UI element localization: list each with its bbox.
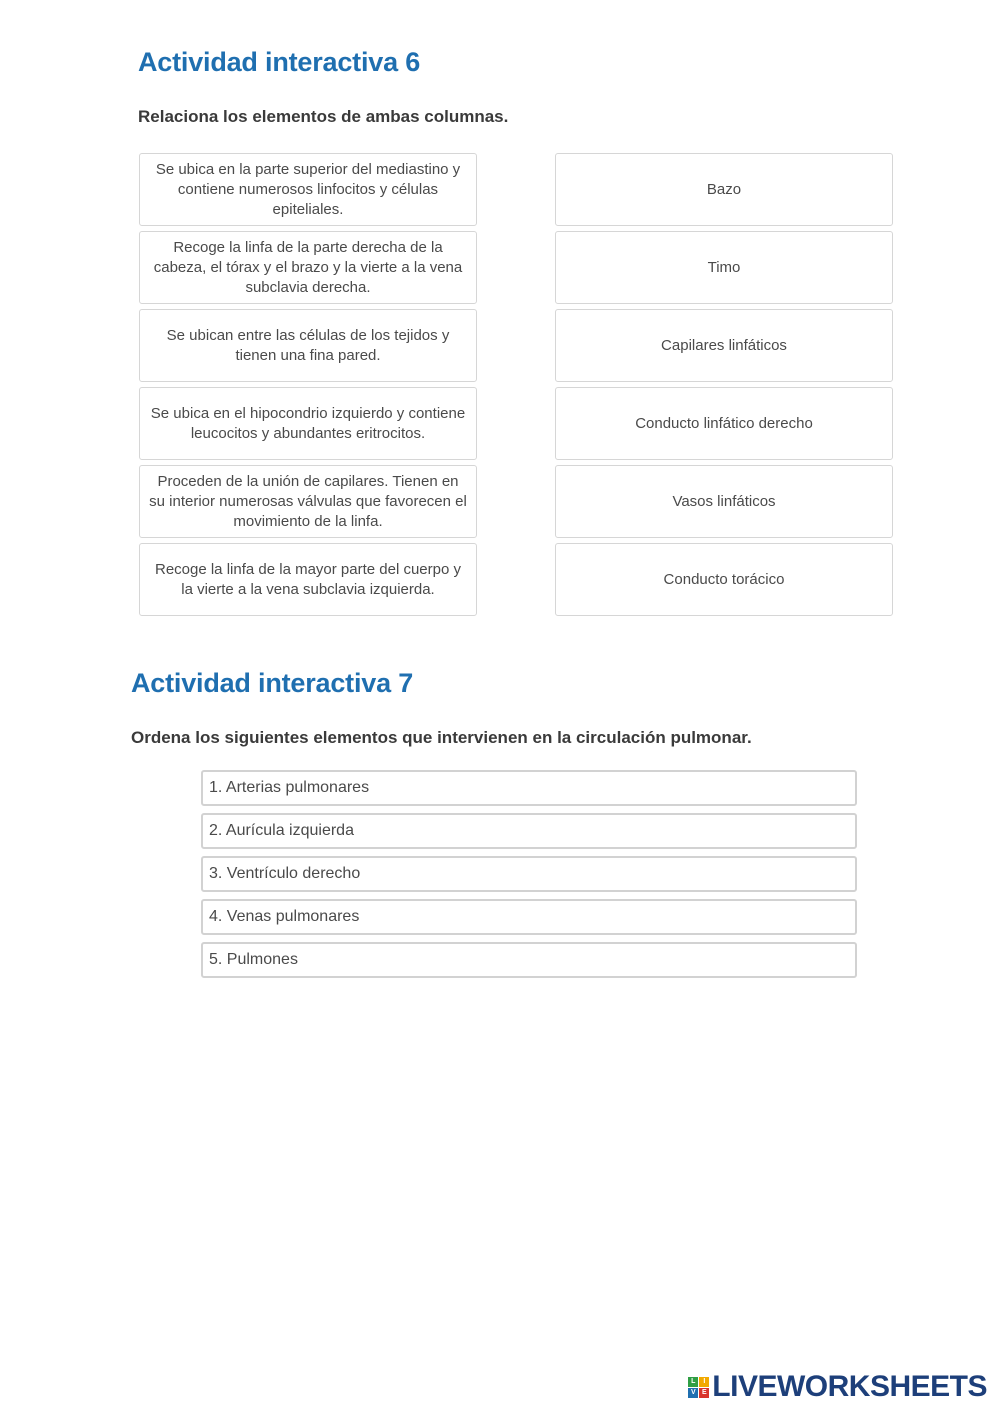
match-right-item-6[interactable]: Conducto torácico [555,543,893,616]
logo-letter-l: L [688,1377,698,1387]
match-right-item-3[interactable]: Capilares linfáticos [555,309,893,382]
match-left-item-4[interactable]: Se ubica en el hipocondrio izquierdo y contiene leucocitos y abundantes eritrocitos. [139,387,477,460]
order-item-2[interactable]: 2. Aurícula izquierda [201,813,857,849]
activity-6-instruction: Relaciona los elementos de ambas columnas. [138,107,509,126]
match-right-item-4[interactable]: Conducto linfático derecho [555,387,893,460]
liveworksheets-brand [688,1370,987,1404]
match-left-item-3[interactable]: Se ubican entre las células de los tejidos y tienen una fina pared. [139,309,477,382]
activity-7-instruction: Ordena los siguientes elementos que intervienen en la circulación pulmonar. [131,728,752,747]
match-right-column [555,153,893,621]
order-item-5[interactable]: 5. Pulmones [201,942,857,978]
order-item-4[interactable]: 4. Venas pulmonares [201,899,857,935]
order-item-3[interactable]: 3. Ventrículo derecho [201,856,857,892]
order-list [201,770,857,985]
match-left-item-6[interactable]: Recoge la linfa de la mayor parte del cuerpo y la vierte a la vena subclavia izquierda. [139,543,477,616]
logo-letter-i: I [699,1377,709,1387]
match-left-column [139,153,477,621]
match-left-item-2[interactable]: Recoge la linfa de la parte derecha de la cabeza, el tórax y el brazo y la vierte a la vena subclavia derecha. [139,231,477,304]
match-right-item-5[interactable]: Vasos linfáticos [555,465,893,538]
match-right-item-1[interactable]: Bazo [555,153,893,226]
match-left-item-1[interactable]: Se ubica en la parte superior del mediastino y contiene numerosos linfocitos y células epiteliales. [139,153,477,226]
activity-7-title: Actividad interactiva 7 [131,668,414,698]
order-item-1[interactable]: 1. Arterias pulmonares [201,770,857,806]
liveworksheets-logo-icon [688,1377,709,1398]
logo-letter-v: V [688,1388,698,1398]
match-right-item-2[interactable]: Timo [555,231,893,304]
activity-6-title: Actividad interactiva 6 [138,47,421,77]
logo-letter-e: E [699,1388,709,1398]
match-left-item-5[interactable]: Proceden de la unión de capilares. Tienen en su interior numerosas válvulas que favorecen el movimiento de la linfa. [139,465,477,538]
brand-name: LIVEWORKSHEETS [712,1370,987,1403]
